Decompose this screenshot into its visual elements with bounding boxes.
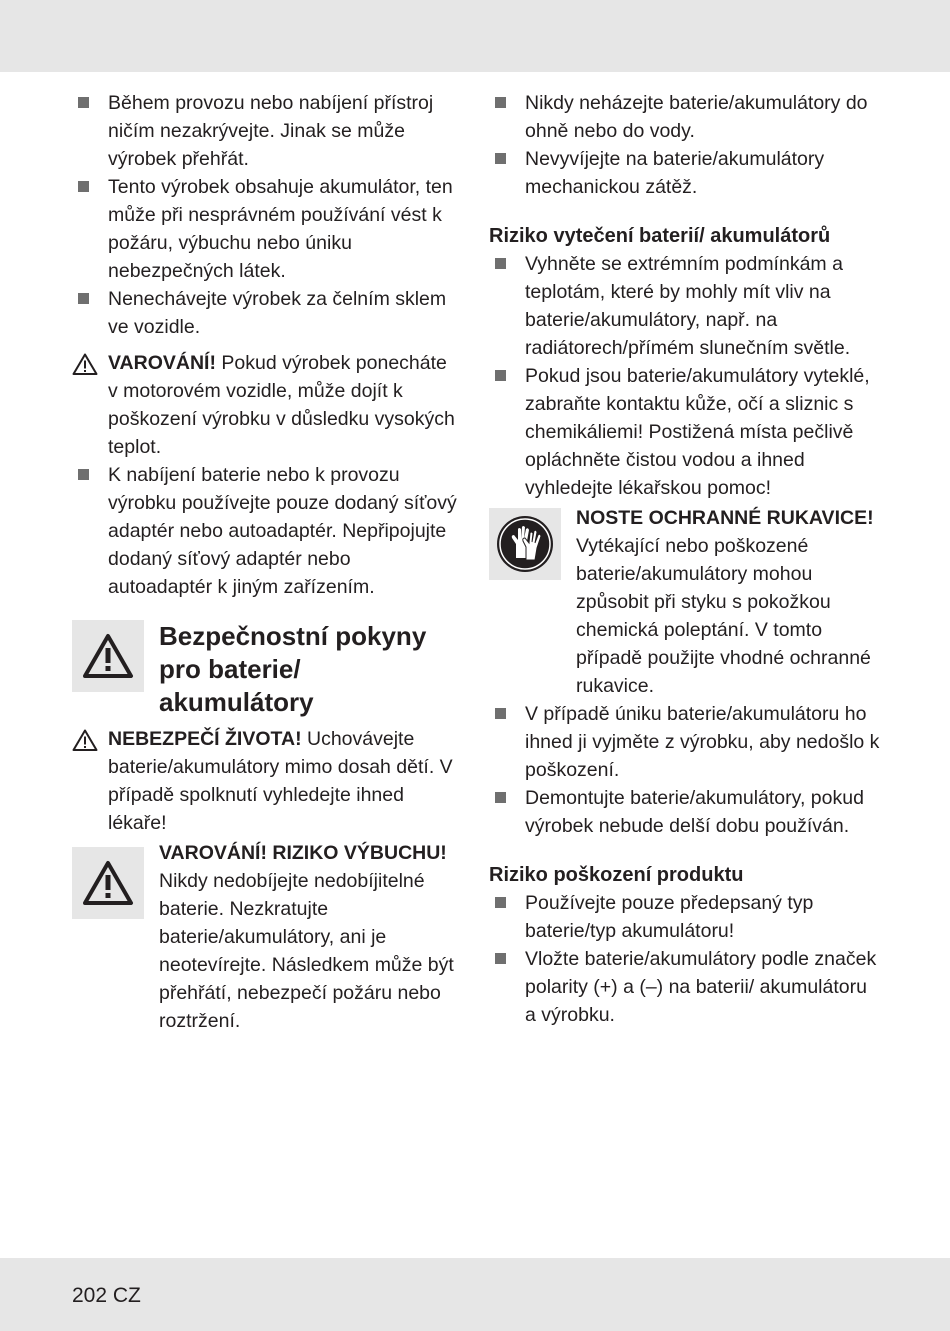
gloves-icon: [495, 514, 555, 574]
list-item-text: Během provozu nebo nabíjení přístroj ničím nezakrývejte. Jinak se může výrobek přehřát.: [108, 92, 434, 170]
section-heading: Bezpečnostní pokyny pro baterie/ akumulátory: [159, 621, 427, 717]
square-bullet-icon: [495, 792, 506, 803]
warning-icon-box: [72, 847, 144, 919]
list-item-text: Používejte pouze předepsaný typ baterie/typ akumulátoru!: [525, 892, 814, 942]
warning-explosion: [72, 839, 460, 1035]
list-item: [489, 945, 881, 1029]
list-item-text: Tento výrobek obsahuje akumulátor, ten může při nesprávném používání vést k požáru, výbuchu nebo úniku nebezpečných látek.: [108, 176, 453, 282]
list-item-text: V případě úniku baterie/akumulátoru ho ihned ji vyjměte z výrobku, aby nedošlo k poškození.: [525, 703, 880, 781]
header-band: [0, 0, 950, 72]
right-column: [489, 89, 881, 1029]
subheading-leakage: Riziko vytečení baterií/ akumulátorů: [489, 225, 831, 247]
list-item-text: Vyhněte se extrémním podmínkám a teplotám, které by mohly mít vliv na baterie/akumulátory, např. na radiátorech/přímém slunečním světle.: [525, 253, 851, 359]
gloves-notice: [489, 504, 881, 700]
left-column: [72, 89, 460, 1035]
list-item: [489, 362, 881, 502]
notice-label: NOSTE OCHRANNÉ RUKAVICE!: [576, 507, 874, 529]
list-item-text: K nabíjení baterie nebo k provozu výrobku používejte pouze dodaný síťový adaptér nebo autoadaptér. Nepřipojujte dodaný síťový adaptér nebo autoadaptér k jiným zařízením.: [108, 464, 457, 598]
list-item-text: Nevyvíjejte na baterie/akumulátory mechanickou zátěž.: [525, 148, 825, 198]
list-item-text: Nikdy neházejte baterie/akumulátory do ohně nebo do vody.: [525, 92, 868, 142]
warning-text: Nikdy nedobíjejte nedobíjitelné baterie. Nezkratujte baterie/akumulátory, ani je neotevírejte. Následkem může být přehřátí, nebezpečí požáru nebo roztržení.: [159, 870, 454, 1032]
warning-label: NEBEZPEČÍ ŽIVOTA!: [108, 728, 302, 750]
warning-vehicle: [72, 349, 460, 461]
list-item: [489, 145, 881, 201]
square-bullet-icon: [495, 897, 506, 908]
footer-band: [0, 1258, 950, 1331]
list-item-text: Nenechávejte výrobek za čelním sklem ve vozidle.: [108, 288, 447, 338]
warning-text: Uchovávejte baterie/akumulátory mimo dosah dětí. V případě spolknutí vyhledejte ihned lékaře!: [108, 728, 453, 834]
list-item: [489, 700, 881, 784]
square-bullet-icon: [495, 153, 506, 164]
square-bullet-icon: [78, 293, 89, 304]
subheading-damage: Riziko poškození produktu: [489, 864, 744, 886]
list-item-text: Demontujte baterie/akumulátory, pokud výrobek nebude delší dobu používán.: [525, 787, 864, 837]
warning-text: Pokud výrobek ponecháte v motorovém vozidle, může dojít k poškození výrobku v důsledku vysokých teplot.: [108, 352, 455, 458]
square-bullet-icon: [495, 953, 506, 964]
warning-triangle-icon: [82, 633, 134, 679]
square-bullet-icon: [495, 258, 506, 269]
list-item: [489, 250, 881, 362]
gloves-icon-box: [489, 508, 561, 580]
warning-triangle-icon: [72, 353, 98, 375]
list-item: [72, 89, 460, 173]
list-item: [489, 89, 881, 145]
warning-label: VAROVÁNÍ!: [108, 352, 216, 374]
square-bullet-icon: [495, 97, 506, 108]
warning-danger: [72, 725, 460, 837]
warning-triangle-icon: [72, 729, 98, 751]
list-item: [489, 784, 881, 840]
square-bullet-icon: [78, 469, 89, 480]
square-bullet-icon: [78, 181, 89, 192]
notice-text: Vytékající nebo poškozené baterie/akumulátory mohou způsobit při styku s pokožkou chemická poleptání. V tomto případě použijte vhodné ochranné rukavice.: [576, 535, 871, 697]
warning-icon-box: [72, 620, 144, 692]
list-item: [72, 173, 460, 285]
page-number: 202 CZ: [72, 1284, 141, 1307]
list-item-text: Pokud jsou baterie/akumulátory vyteklé, zabraňte kontaktu kůže, očí a sliznic s chemikáliemi! Postižená místa pečlivě opláchněte čistou vodou a ihned vyhledejte lékařskou pomoc!: [525, 365, 870, 499]
list-item: [72, 461, 460, 601]
list-item: [72, 285, 460, 341]
warning-triangle-icon: [82, 860, 134, 906]
square-bullet-icon: [495, 708, 506, 719]
square-bullet-icon: [78, 97, 89, 108]
list-item: [489, 889, 881, 945]
list-item-text: Vložte baterie/akumulátory podle značek polarity (+) a (–) na baterii/ akumulátoru a výrobku.: [525, 948, 877, 1026]
warning-label: VAROVÁNÍ! RIZIKO VÝBUCHU!: [159, 842, 447, 864]
battery-section-header: [72, 620, 460, 719]
square-bullet-icon: [495, 370, 506, 381]
